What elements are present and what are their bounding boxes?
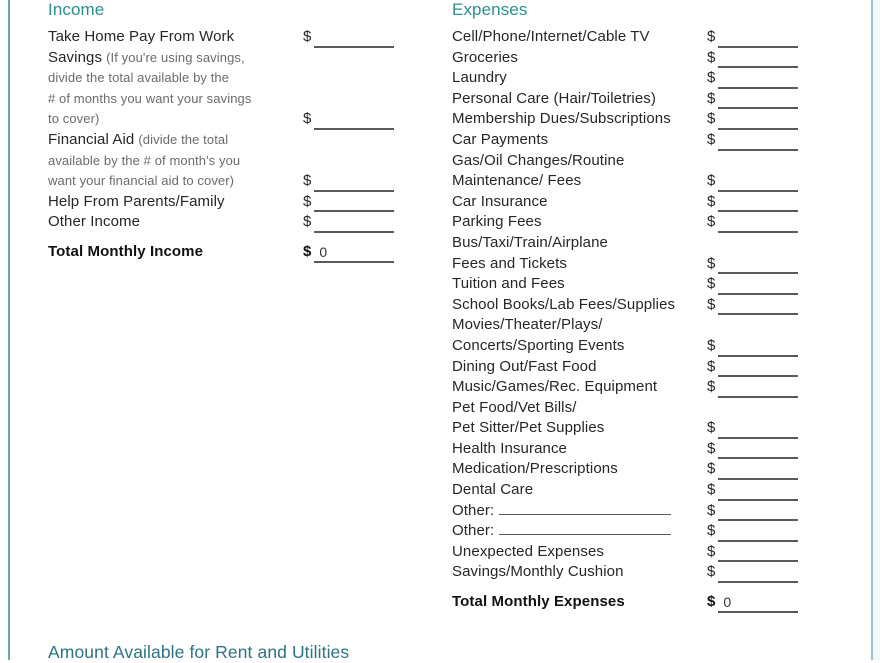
row-amount <box>707 295 798 316</box>
row-amount <box>707 212 798 233</box>
amount-field[interactable] <box>718 214 798 233</box>
row-label <box>452 68 707 89</box>
row-label-text: Dining Out/Fast Food <box>452 357 597 375</box>
expense-row <box>452 439 812 460</box>
dollar-sign: $ <box>707 89 716 107</box>
expense-row <box>452 592 812 613</box>
dollar-sign: $ <box>303 28 312 45</box>
row-amount <box>707 254 798 275</box>
row-label-text: Groceries <box>452 48 518 66</box>
dollar-sign: $ <box>707 275 716 293</box>
income-rows <box>48 27 398 263</box>
page-border-right <box>871 0 873 660</box>
row-amount <box>707 377 798 398</box>
amount-field[interactable] <box>314 214 394 233</box>
income-row <box>48 27 398 48</box>
dollar-sign: $ <box>707 130 716 148</box>
amount-field[interactable] <box>718 29 798 48</box>
amount-field[interactable] <box>718 482 798 501</box>
row-amount <box>707 418 798 439</box>
dollar-sign: $ <box>707 481 716 499</box>
row-label <box>452 27 707 48</box>
row-label-text: Membership Dues/Subscriptions <box>452 110 671 128</box>
row-label <box>452 592 707 613</box>
dollar-sign: $ <box>707 336 716 354</box>
row-label <box>452 48 707 69</box>
amount-field[interactable] <box>718 358 798 377</box>
dollar-sign: $ <box>303 110 312 128</box>
row-label-text: Take Home Pay From Work <box>48 28 235 45</box>
row-amount <box>707 274 798 295</box>
dollar-sign: $ <box>303 192 312 210</box>
income-row <box>48 212 398 233</box>
row-amount <box>707 562 798 583</box>
amount-field[interactable] <box>718 49 798 68</box>
expense-row <box>452 89 812 110</box>
dollar-sign: $ <box>707 542 716 560</box>
dollar-sign: $ <box>707 522 716 540</box>
dollar-sign: $ <box>707 378 716 396</box>
amount-field[interactable] <box>718 276 798 295</box>
amount-field[interactable] <box>718 338 798 357</box>
dollar-sign: $ <box>303 242 312 260</box>
dollar-sign: $ <box>707 357 716 375</box>
row-label-text: Personal Care (Hair/Toiletries) <box>452 89 656 107</box>
amount-field[interactable] <box>718 255 798 274</box>
row-label-text: Movies/Theater/Plays/ Concerts/Sporting Events <box>452 316 625 354</box>
amount-field[interactable] <box>718 193 798 212</box>
expense-row <box>452 562 812 583</box>
row-amount <box>707 480 798 501</box>
row-label-text: Music/Games/Rec. Equipment <box>452 378 658 396</box>
amount-field[interactable] <box>314 111 394 130</box>
dollar-sign: $ <box>707 254 716 272</box>
expense-row <box>452 151 812 192</box>
row-label-text: Other Income <box>48 213 141 231</box>
row-label <box>452 480 707 501</box>
income-heading: Income <box>48 0 105 19</box>
dollar-sign: $ <box>707 501 716 519</box>
write-in-field[interactable] <box>499 501 671 515</box>
row-label-text: Total Monthly Income <box>48 242 204 260</box>
row-label-text: Other: <box>452 501 495 519</box>
dollar-sign: $ <box>707 563 716 581</box>
expenses-heading: Expenses <box>452 0 528 19</box>
expense-row <box>452 68 812 89</box>
amount-field[interactable] <box>718 502 798 521</box>
expense-row <box>452 212 812 233</box>
amount-field[interactable] <box>314 193 394 212</box>
row-label-text: School Books/Lab Fees/Supplies <box>452 295 676 313</box>
amount-field[interactable] <box>718 543 798 562</box>
row-label <box>452 89 707 110</box>
row-note: (If you're using savings, divide the total available by the # of months you want your savings to cover) <box>48 49 252 127</box>
row-label-text: Help From Parents/Family <box>48 192 225 210</box>
row-label-text: Cell/Phone/Internet/Cable TV <box>452 28 650 45</box>
row-label <box>452 459 707 480</box>
row-label <box>452 439 707 460</box>
row-label-text: Bus/Taxi/Train/Airplane Fees and Tickets <box>452 233 608 272</box>
dollar-sign: $ <box>303 213 312 231</box>
row-amount <box>303 171 394 192</box>
expenses-section <box>452 0 812 613</box>
expense-row <box>452 501 812 522</box>
row-amount <box>303 192 394 213</box>
dollar-sign: $ <box>707 172 716 190</box>
row-amount <box>707 68 798 89</box>
expense-row <box>452 274 812 295</box>
row-label-text: Other: <box>452 522 495 540</box>
amount-field[interactable] <box>718 111 798 130</box>
rent-utilities-heading: Amount Available for Rent and Utilities <box>48 642 350 662</box>
row-label-text: Savings <box>48 48 103 66</box>
income-section <box>48 0 398 263</box>
row-amount <box>707 109 798 130</box>
dollar-sign: $ <box>707 192 716 210</box>
row-label <box>452 192 707 213</box>
expense-row <box>452 542 812 563</box>
row-amount <box>303 242 394 263</box>
row-amount <box>707 27 798 48</box>
income-row <box>48 192 398 213</box>
income-row <box>48 48 398 130</box>
row-amount <box>707 439 798 460</box>
row-label <box>452 274 707 295</box>
amount-field[interactable] <box>718 296 798 315</box>
row-amount <box>707 521 798 542</box>
amount-field[interactable] <box>718 594 798 613</box>
dollar-sign: $ <box>707 419 716 437</box>
page-border-left <box>8 0 10 660</box>
row-label <box>452 315 707 356</box>
row-amount <box>707 542 798 563</box>
row-label-text: Unexpected Expenses <box>452 542 604 560</box>
dollar-sign: $ <box>707 28 716 45</box>
row-label-text: Dental Care <box>452 481 534 499</box>
row-label-text: Laundry <box>452 69 507 87</box>
row-label-text: Car Insurance <box>452 192 548 210</box>
row-label-text: Savings/Monthly Cushion <box>452 563 624 581</box>
row-label-text: Parking Fees <box>452 213 542 231</box>
amount-field[interactable] <box>718 420 798 439</box>
expense-row <box>452 377 812 398</box>
row-label <box>48 130 303 192</box>
row-amount <box>707 459 798 480</box>
income-row <box>48 242 398 263</box>
row-label <box>452 521 707 542</box>
expense-row <box>452 357 812 378</box>
expense-row <box>452 130 812 151</box>
row-amount <box>707 48 798 69</box>
row-label-text: Total Monthly Expenses <box>452 593 625 611</box>
row-label <box>48 27 303 48</box>
row-label <box>452 357 707 378</box>
row-amount <box>707 192 798 213</box>
row-amount <box>303 109 394 130</box>
row-label-text: Tuition and Fees <box>452 275 565 293</box>
row-label <box>452 109 707 130</box>
row-label <box>48 242 303 263</box>
amount-field[interactable] <box>314 244 394 263</box>
expense-row <box>452 109 812 130</box>
row-label <box>452 233 707 274</box>
row-label <box>452 542 707 563</box>
row-label-text: Gas/Oil Changes/Routine Maintenance/ Fees <box>452 151 625 190</box>
row-amount <box>303 27 394 48</box>
amount-field[interactable] <box>718 173 798 192</box>
row-label-text: Health Insurance <box>452 439 568 457</box>
amount-value: 0 <box>319 243 328 260</box>
row-note: (divide the total available by the # of month's you want your financial aid to cover) <box>48 131 241 189</box>
expense-row <box>452 459 812 480</box>
row-label <box>452 398 707 439</box>
row-label-text: Medication/Prescriptions <box>452 460 618 478</box>
row-label-text: Financial Aid <box>48 130 135 148</box>
amount-field[interactable] <box>718 564 798 583</box>
amount-value: 0 <box>723 593 732 610</box>
dollar-sign: $ <box>707 213 716 231</box>
page-edge-tint <box>873 0 880 660</box>
amount-field[interactable] <box>718 90 798 109</box>
write-in-field[interactable] <box>499 521 671 535</box>
row-amount <box>707 171 798 192</box>
row-label <box>48 192 303 213</box>
dollar-sign: $ <box>707 593 716 611</box>
row-amount <box>707 592 798 613</box>
expense-row <box>452 48 812 69</box>
row-label <box>452 130 707 151</box>
expense-row <box>452 295 812 316</box>
row-amount <box>707 357 798 378</box>
amount-field[interactable] <box>314 29 394 48</box>
row-label <box>452 295 707 316</box>
row-amount <box>707 336 798 357</box>
dollar-sign: $ <box>707 48 716 66</box>
row-label <box>452 212 707 233</box>
row-label-text: Pet Food/Vet Bills/ Pet Sitter/Pet Supplies <box>452 398 605 437</box>
row-amount <box>707 501 798 522</box>
row-amount <box>303 212 394 233</box>
expenses-rows <box>452 27 812 613</box>
row-label <box>48 48 303 130</box>
expense-row <box>452 27 812 48</box>
amount-field[interactable] <box>718 132 798 151</box>
row-amount <box>707 89 798 110</box>
amount-field[interactable] <box>718 461 798 480</box>
expense-row <box>452 480 812 501</box>
dollar-sign: $ <box>707 439 716 457</box>
row-amount <box>707 130 798 151</box>
amount-field[interactable] <box>718 440 798 459</box>
dollar-sign: $ <box>707 110 716 128</box>
row-label <box>452 501 707 522</box>
income-row <box>48 130 398 192</box>
expense-row <box>452 521 812 542</box>
row-label <box>452 151 707 192</box>
amount-field[interactable] <box>718 379 798 398</box>
dollar-sign: $ <box>707 460 716 478</box>
expense-row <box>452 233 812 274</box>
row-label <box>48 212 303 233</box>
amount-field[interactable] <box>718 70 798 89</box>
dollar-sign: $ <box>707 69 716 87</box>
row-label-text: Car Payments <box>452 130 549 148</box>
dollar-sign: $ <box>707 295 716 313</box>
expense-row <box>452 192 812 213</box>
amount-field[interactable] <box>718 523 798 542</box>
amount-field[interactable] <box>314 173 394 192</box>
expense-row <box>452 398 812 439</box>
dollar-sign: $ <box>303 172 312 190</box>
expense-row <box>452 315 812 356</box>
row-label <box>452 562 707 583</box>
row-label <box>452 377 707 398</box>
